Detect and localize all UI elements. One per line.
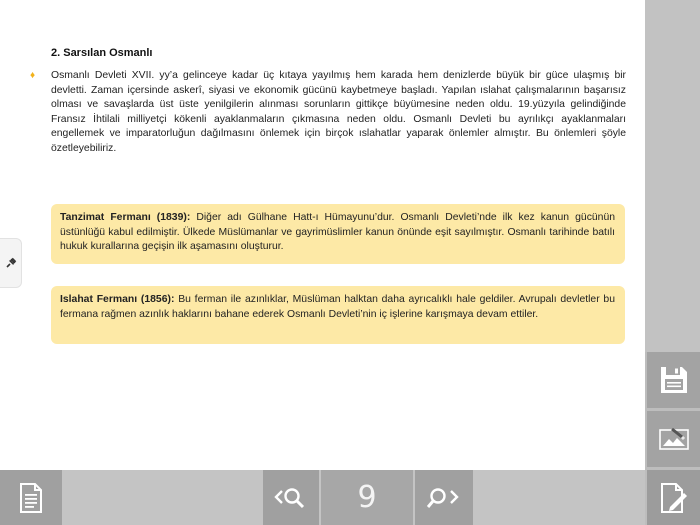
section-title: 2. Sarsılan Osmanlı (51, 47, 153, 59)
image-edit-icon (658, 426, 690, 452)
zoom-in-button[interactable] (415, 470, 473, 525)
document-icon (18, 482, 44, 514)
edit-button[interactable] (647, 470, 700, 525)
floppy-disk-icon (658, 364, 690, 396)
note-title: Islahat Fermanı (1856): (60, 294, 175, 305)
note-text: Bu ferman ile azınlıklar, Müslüman halktan daha ayrıcalıklı hale geldiler. Avrupalı devletler bu fermana rağmen azınlık haklarını bahane ederek Osmanlı Devleti’nin iç işlerine karışmaya devam ettiler. (60, 294, 615, 320)
pin-icon (5, 257, 17, 269)
page-number[interactable]: 9 (321, 470, 413, 525)
intro-paragraph: Osmanlı Devleti XVII. yy’a gelinceye kadar üç kıtaya yayılmış hem karada hem denizlerde büyük bir güce ulaşmış bir devletti. Zaman içersinde askerî, siyasi ve ekonomik gücünü kaybetmeye başladı. Yapılan ıslahat çalışmalarının başarısız olması ve savaşlarda üst üste yenilgilerin alınması sorunların gittikçe büyümesine neden oldu. 19.yüzyıla gelindiğinde Fransız İhtilali milliyetçi kökenli ayaklanmaların çıkmasına neden oldu. Osmanlı Devleti bu ayrılıkçı ayaklanmaları engellemek ve imparatorluğun dağılmasını önlemek için birçok ıslahatlar yaparak önlemler almıştır. Bu önlemleri şöyle özetleyebiliriz. (51, 70, 626, 154)
edit-document-icon (658, 481, 690, 515)
right-rail-empty (645, 0, 700, 352)
image-button[interactable] (647, 411, 700, 467)
save-button[interactable] (647, 352, 700, 408)
note-title: Tanzimat Fermanı (1839): (60, 212, 191, 223)
zoom-out-button[interactable] (263, 470, 319, 525)
note-text: Diğer adı Gülhane Hatt-ı Hümayunu’dur. Osmanlı Devleti’nde ilk kez kanun gücünün üstünlüğü kabul edilmiştir. Ülkede Müslümanlar ve gayrimüslimler kanun önünde eşit sayılmıştır. Osmanlı tarihinde batılı hukuk kurallarına geçişin ilk aşamasını oluşturur. (60, 212, 616, 253)
zoom-out-icon (274, 485, 308, 511)
note-islahat (51, 286, 625, 344)
note-tanzimat (51, 204, 625, 264)
bullet-icon: ♦ (30, 70, 36, 81)
document-button[interactable] (0, 470, 62, 525)
side-tab[interactable] (0, 238, 22, 288)
zoom-in-icon (427, 485, 461, 511)
